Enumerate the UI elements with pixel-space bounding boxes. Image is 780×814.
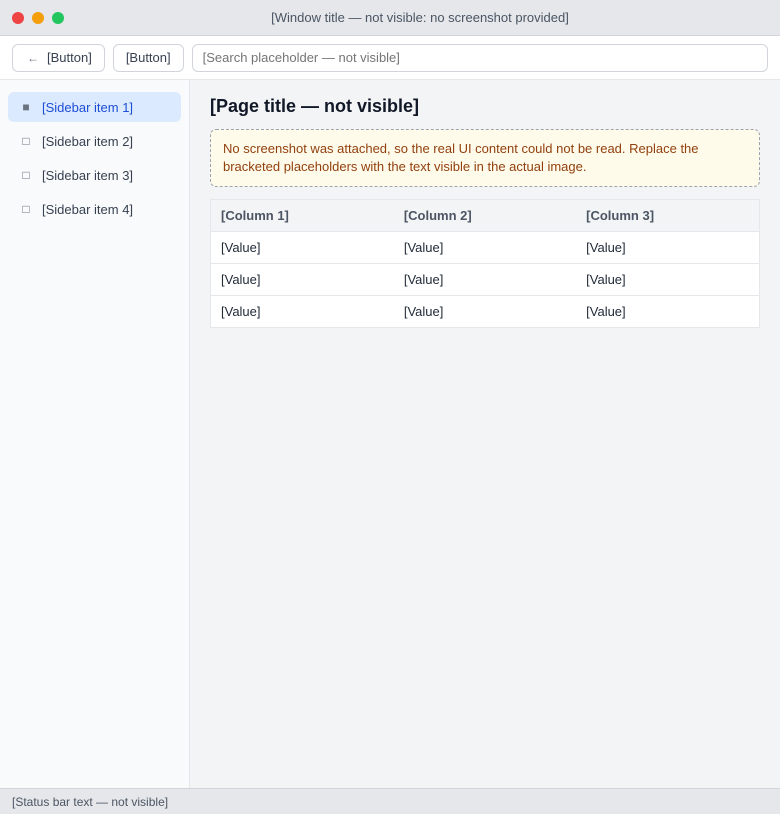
square-icon: □ — [22, 202, 30, 216]
main-panel — [190, 80, 780, 788]
table-cell: [Value] — [394, 264, 576, 296]
table-cell: [Value] — [211, 296, 394, 328]
sidebar-item-3[interactable] — [8, 160, 181, 190]
close-window-button[interactable] — [12, 12, 24, 24]
toolbar — [0, 36, 780, 80]
back-button[interactable] — [12, 44, 105, 72]
action-button[interactable] — [113, 44, 184, 72]
table-row[interactable] — [211, 264, 760, 296]
sidebar — [0, 80, 190, 788]
sidebar-item-4[interactable] — [8, 194, 181, 224]
content-area — [0, 80, 780, 788]
sidebar-item-label: [Sidebar item 2] — [42, 133, 134, 149]
sidebar-item-label: [Sidebar item 3] — [42, 167, 134, 183]
window-title: [Window title — not visible: no screenshot provided] — [271, 10, 569, 25]
table-cell: [Value] — [211, 232, 394, 264]
arrow-left-icon: ← — [27, 50, 39, 65]
table-header-row — [211, 200, 760, 232]
sidebar-item-1[interactable] — [8, 92, 181, 122]
table-header[interactable]: [Column 3] — [576, 200, 759, 232]
sidebar-item-label: [Sidebar item 4] — [42, 201, 134, 217]
status-bar — [0, 788, 780, 814]
table-cell: [Value] — [576, 232, 759, 264]
table-row[interactable] — [211, 232, 760, 264]
back-button-label: [Button] — [47, 50, 92, 65]
page-title: [Page title — not visible] — [210, 96, 420, 116]
table-cell: [Value] — [211, 264, 394, 296]
sidebar-item-2[interactable] — [8, 126, 181, 156]
square-icon: □ — [22, 168, 30, 182]
table-cell: [Value] — [394, 232, 576, 264]
minimize-window-button[interactable] — [32, 12, 44, 24]
table-header[interactable]: [Column 2] — [394, 200, 576, 232]
table-row[interactable] — [211, 296, 760, 328]
title-bar — [0, 0, 780, 36]
status-text: [Status bar text — not visible] — [12, 794, 169, 809]
sidebar-item-label: [Sidebar item 1] — [42, 99, 134, 115]
search-input[interactable] — [192, 44, 768, 72]
maximize-window-button[interactable] — [52, 12, 64, 24]
action-button-label: [Button] — [125, 50, 171, 65]
table-cell: [Value] — [394, 296, 576, 328]
square-icon: ■ — [22, 100, 30, 114]
missing-screenshot-notice: No screenshot was attached, so the real UI content could not be read. Replace the bracketed placeholders with the text visible in the actual image. — [210, 129, 760, 187]
table-header[interactable]: [Column 1] — [211, 200, 394, 232]
data-table — [210, 199, 760, 328]
table-cell: [Value] — [576, 296, 759, 328]
table-cell: [Value] — [576, 264, 759, 296]
square-icon: □ — [22, 134, 30, 148]
